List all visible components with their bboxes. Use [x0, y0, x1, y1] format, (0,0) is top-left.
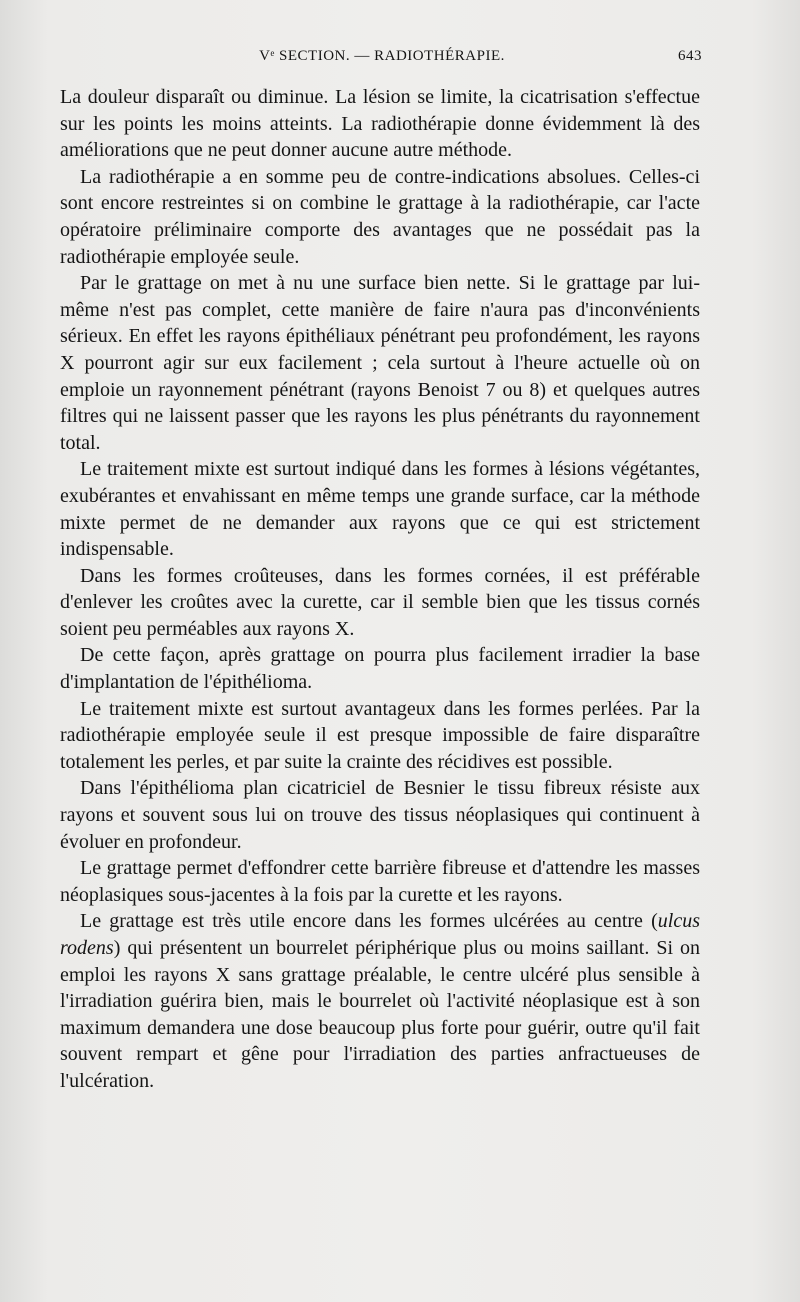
body-text	[60, 84, 700, 1095]
paragraph: Dans l'épithélioma plan cicatriciel de Besnier le tissu fibreux résiste aux rayons et souvent sous lui on trouve des tissus néoplasiques qui continuent à évoluer en profondeur.	[60, 777, 700, 853]
paragraph: La radiothérapie a en somme peu de contre-indications absolues. Celles-ci sont encore restreintes si on combine le grattage à la radiothérapie, car l'acte opératoire préliminaire comporte des avantages que ne possédait pas la radiothérapie employée seule.	[60, 165, 700, 268]
paragraph-text: Le grattage est très utile encore dans les formes ulcérées au centre (	[80, 910, 658, 933]
paragraph: Le traitement mixte est surtout indiqué dans les formes à lésions végétantes, exubérantes et envahissant en même temps une grande surface, car la méthode mixte permet de ne demander aux rayons que ce qui est strictement indispensable.	[60, 458, 700, 561]
paragraph: Le grattage permet d'effondrer cette barrière fibreuse et d'attendre les masses néoplasiques sous-jacentes à la fois par la curette et les rayons.	[60, 857, 700, 906]
running-head	[62, 48, 702, 72]
paragraph: Dans les formes croûteuses, dans les formes cornées, il est préférable d'enlever les croûtes avec la curette, car il semble bien que les tissus cornés soient peu perméables aux rayons X.	[60, 564, 700, 640]
running-title: Vᵉ SECTION. — RADIOTHÉRAPIE.	[259, 48, 505, 64]
paragraph-last	[60, 908, 700, 1094]
paragraph: La douleur disparaît ou diminue. La lésion se limite, la cicatrisation s'effectue sur les points les moins atteints. La radiothérapie donne évidemment là des améliorations que ne peut donner aucune autre méthode.	[60, 86, 700, 162]
paragraph: De cette façon, après grattage on pourra plus facilement irradier la base d'implantation de l'épithélioma.	[60, 644, 700, 694]
paragraph-text: ) qui présentent un bourrelet périphérique plus ou moins saillant. Si on emploi les rayons X sans grattage préalable, le centre ulcéré plus sensible à l'irradiation guérira bien, mais le bourrelet où l'activité néoplasique est à son maximum demandera une dose beaucoup plus forte pour guérir, outre qu'il fait souvent rempart et gêne pour l'irradiation des parties anfractueuses de l'ulcération.	[60, 937, 700, 1092]
italic-term: ulcus rodens	[60, 910, 700, 959]
paragraph: Le traitement mixte est surtout avantageux dans les formes perlées. Par la radiothérapie employée seule il est presque impossible de faire disparaître totalement les perles, et par suite la crainte des récidives est possible.	[60, 697, 700, 773]
paragraph: Par le grattage on met à nu une surface bien nette. Si le grattage par lui-même n'est pas complet, cette manière de faire n'aura pas d'inconvénients sérieux. En effet les rayons épithéliaux pénétrant peu profondément, les rayons X pourront agir sur eux facilement ; cela surtout à l'heure actuelle où on emploie un rayonnement pénétrant (rayons Benoist 7 ou 8) et quelques autres filtres qui ne laissent passer que les rayons les plus pénétrants du rayonnement total.	[60, 272, 700, 454]
page-number: 643	[678, 48, 702, 64]
